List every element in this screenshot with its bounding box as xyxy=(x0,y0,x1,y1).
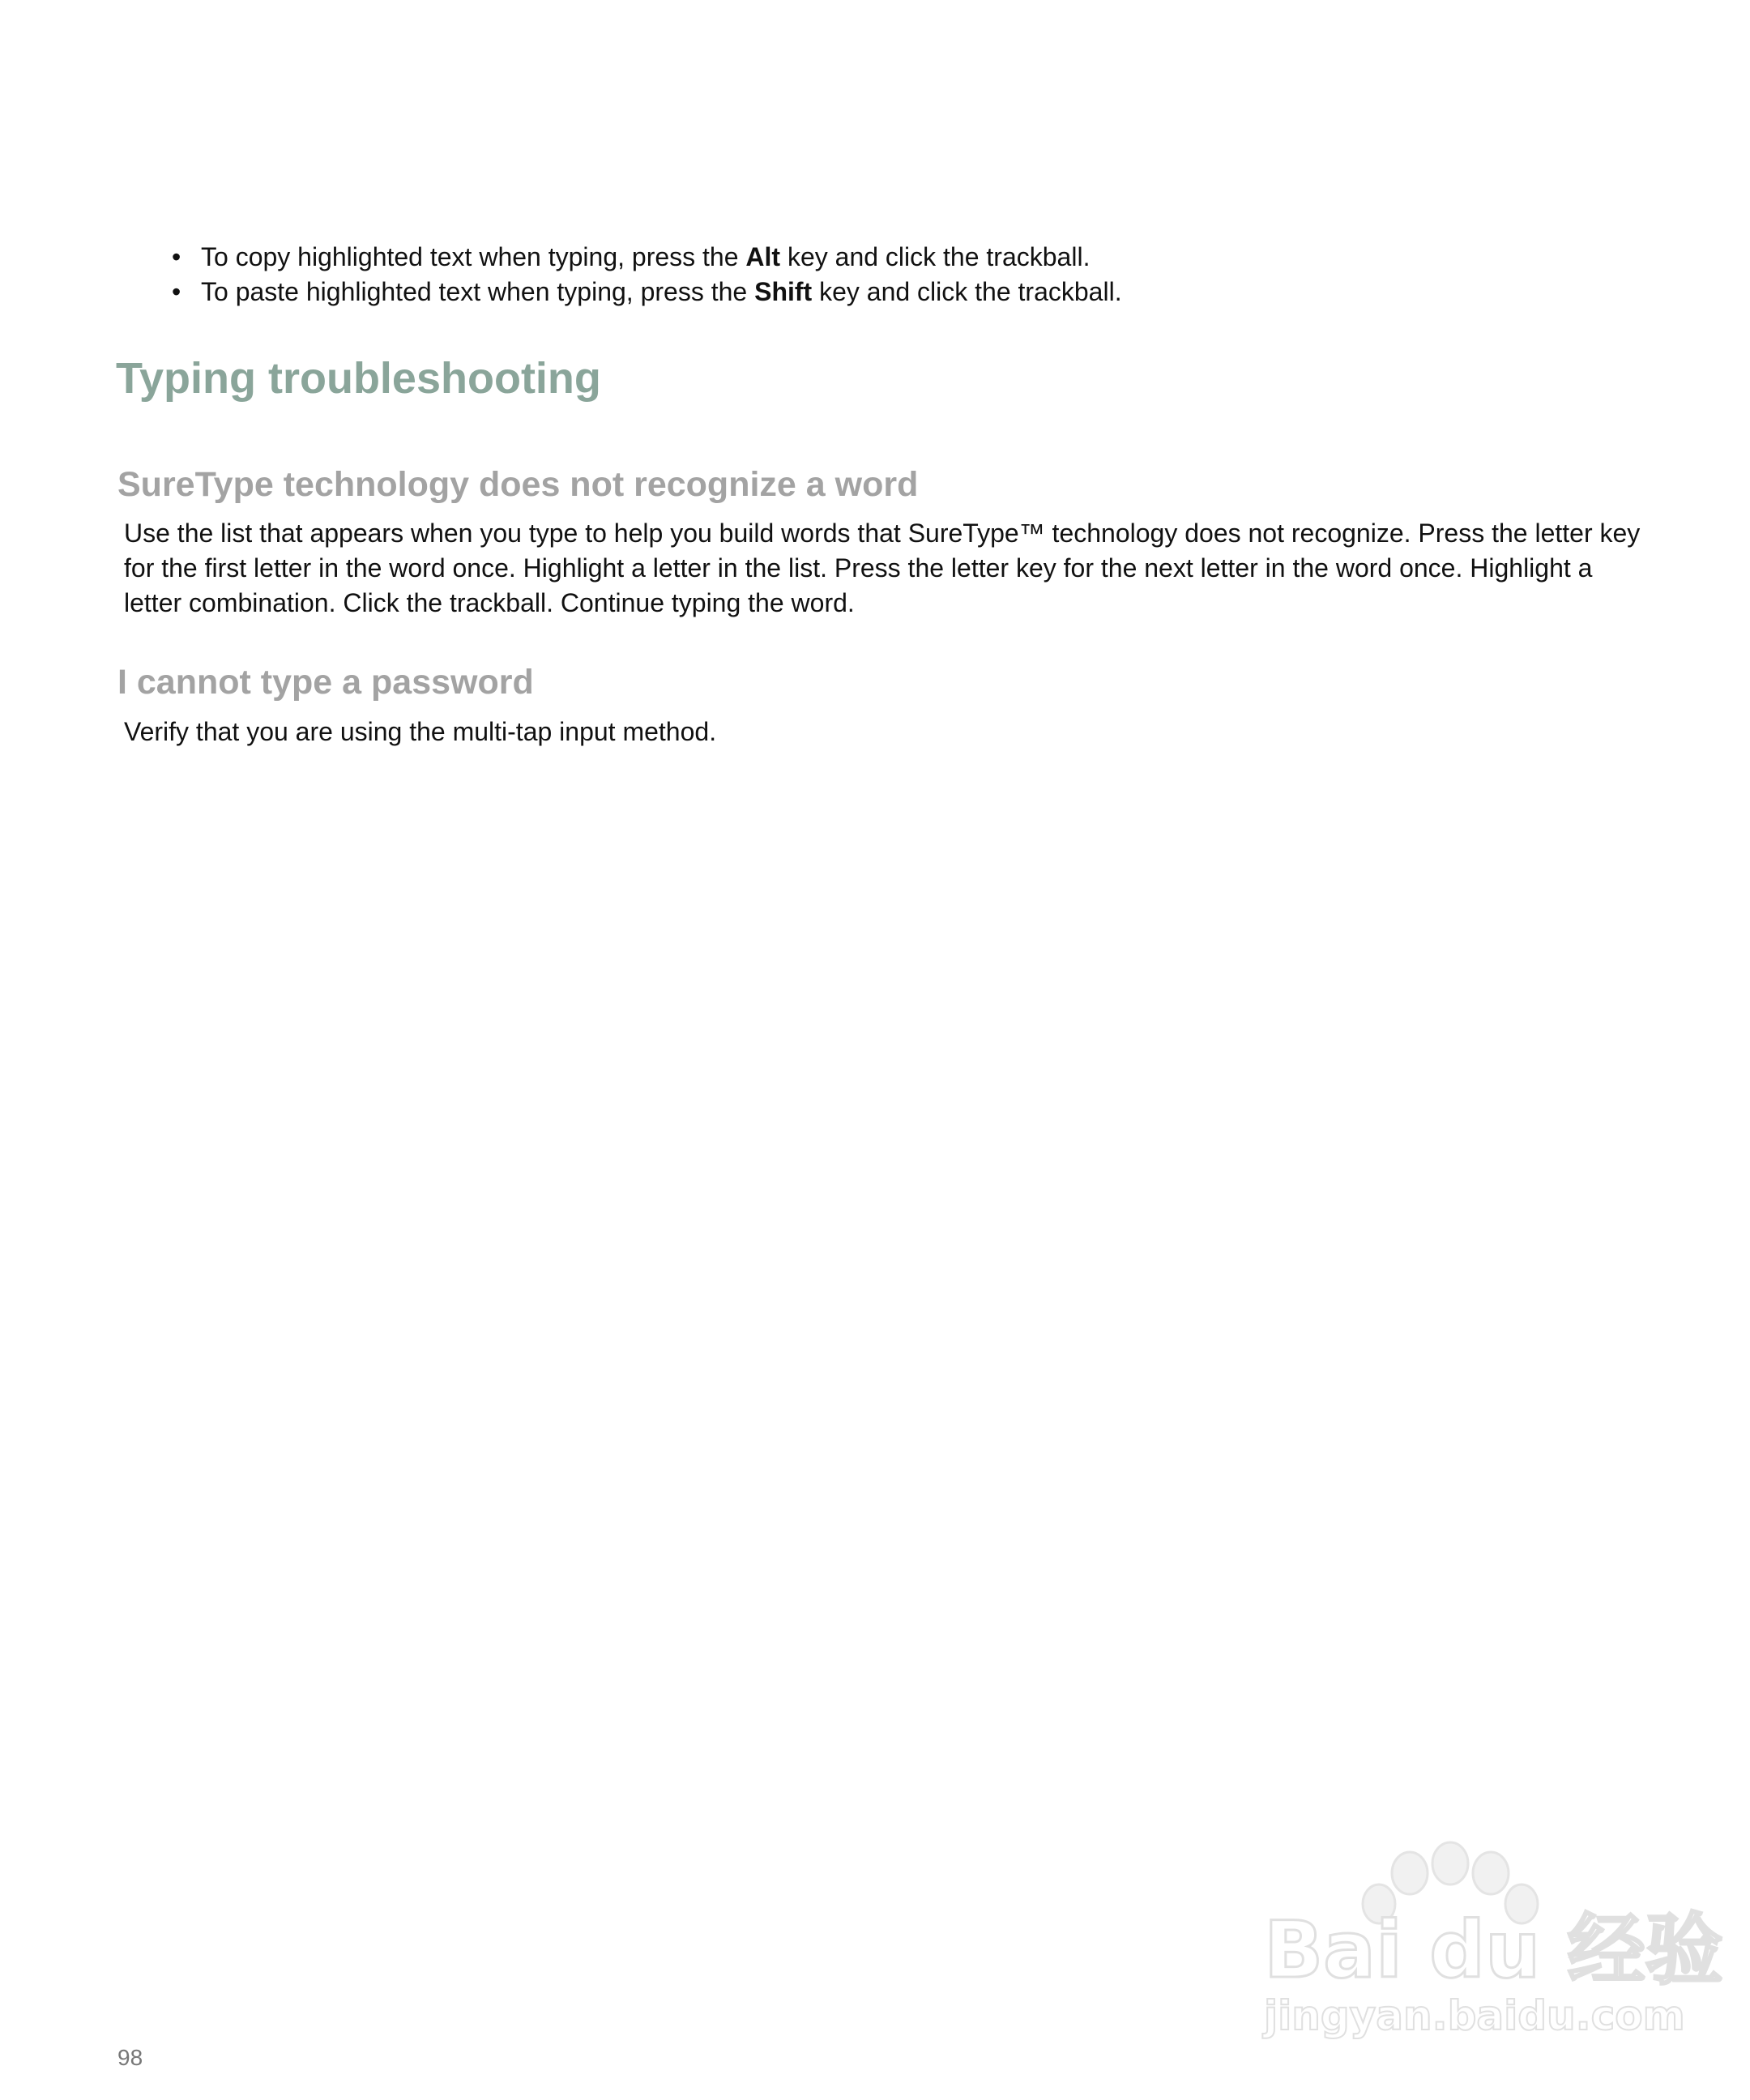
topic-body: Verify that you are using the multi-tap input method. xyxy=(124,717,717,746)
list-item xyxy=(170,275,1122,309)
tips-bullet-list xyxy=(170,240,1122,309)
watermark-url: jingyan.baidu.com xyxy=(1264,1992,1685,2039)
key-name: Shift xyxy=(754,277,813,306)
bullet-text-after: key and click the trackball. xyxy=(812,277,1122,306)
watermark-brand: Bai du 经验 xyxy=(1264,1905,1723,1995)
topic-body: Use the list that appears when you type to help you build words that SureType™ technology does not recognize. Press the letter key for the first letter in the word once. Highlight a letter in the list. Press the letter key for the next letter in the word once. Highlight a letter combination. Click the trackball. Continue typing the word. xyxy=(124,519,1641,617)
baidu-watermark xyxy=(1248,1839,1723,2042)
paw-icon xyxy=(1248,1839,1723,2042)
page-number: 98 xyxy=(117,2045,143,2070)
list-item xyxy=(170,240,1122,275)
topic-heading: I cannot type a password xyxy=(117,663,534,702)
bullet-text-after: key and click the trackball. xyxy=(780,242,1091,271)
section-heading: Typing troubleshooting xyxy=(116,354,601,403)
bullet-text-before: To paste highlighted text when typing, press the xyxy=(201,277,755,306)
key-name: Alt xyxy=(745,242,781,271)
topic-heading: SureType technology does not recognize a word xyxy=(117,465,919,504)
bullet-text-before: To copy highlighted text when typing, press the xyxy=(201,242,746,271)
